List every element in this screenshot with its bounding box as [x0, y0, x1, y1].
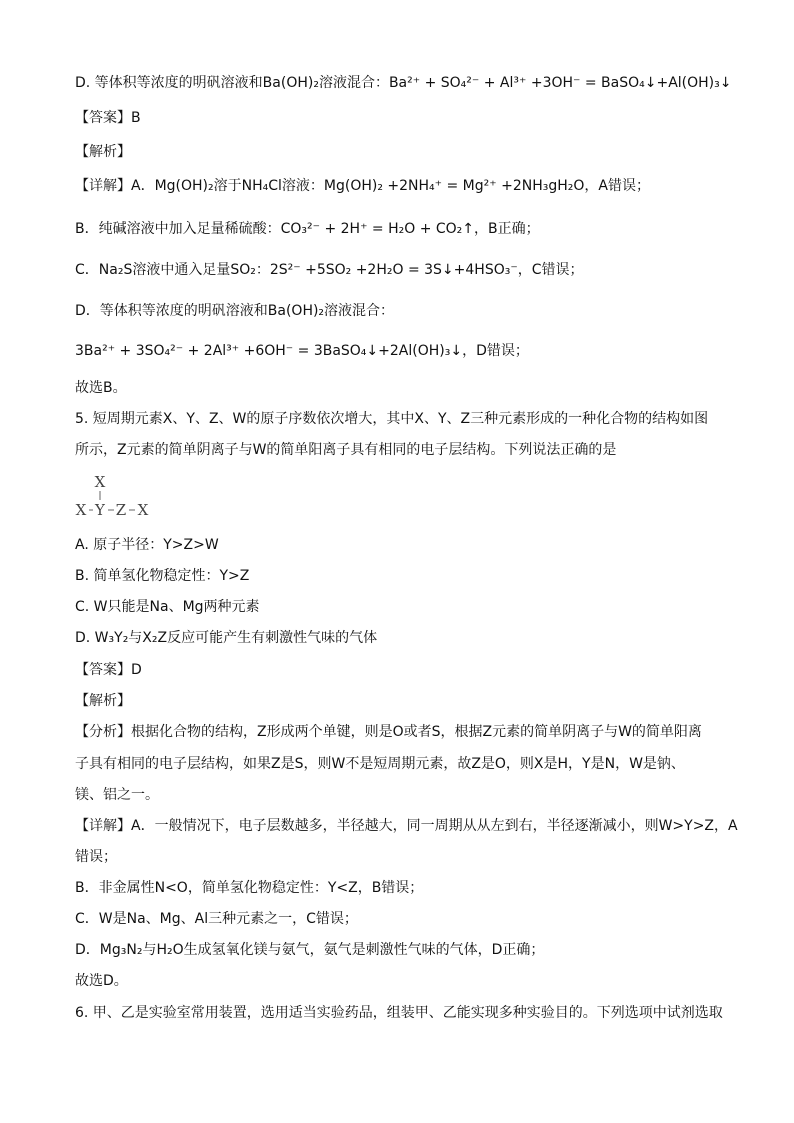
q5-stem-line1: 5. 短周期元素X、Y、Z、W的原子序数依次增大，其中X、Y、Z三种元素形成的一种化合物的结构如图: [75, 411, 709, 427]
q4-option-d: D. 等体积等浓度的明矾溶液和Ba(OH)₂溶液混合：Ba²⁺ + SO₄²⁻ + Al³⁺ +3OH⁻ = BaSO₄↓+Al(OH)₃↓: [75, 75, 732, 91]
q5-detail-d: D．Mg₃N₂与H₂O生成氢氧化镁与氨气，氨气是刺激性气味的气体，D正确；: [75, 942, 545, 958]
structure-atom-top: X: [94, 473, 106, 491]
q5-fenxi-line2: 子具有相同的电子层结构，如果Z是S，则W不是短周期元素，故Z是O，则X是H，Y是N，W是钠、: [75, 756, 685, 772]
q5-analysis-heading: 【解析】: [75, 693, 131, 709]
q4-detail-c: C．Na₂S溶液中通入足量SO₂：2S²⁻ +5SO₂ +2H₂O = 3S↓+4HSO₃⁻，C错误；: [75, 262, 584, 278]
structure-atom-1: X: [75, 501, 87, 519]
q5-detail-a-line2: 错误；: [75, 849, 117, 865]
q5-option-a: A. 原子半径：Y>Z>W: [75, 537, 219, 553]
q5-conclusion: 故选D。: [75, 973, 128, 989]
q5-detail-b: B．非金属性N<O，简单氢化物稳定性：Y<Z，B错误；: [75, 880, 424, 896]
q5-detail-c: C．W是Na、Mg、Al三种元素之一，C错误；: [75, 911, 358, 927]
q5-stem-line2: 所示，Z元素的简单阴离子与W的简单阳离子具有相同的电子层结构。下列说法正确的是: [75, 442, 617, 458]
structure-atom-4: X: [137, 501, 149, 519]
q5-fenxi-line3: 镁、铝之一。: [75, 787, 159, 803]
q4-analysis-heading: 【解析】: [75, 144, 131, 160]
structure-atom-3: Z: [115, 501, 127, 519]
q5-option-c: C. W只能是Na、Mg两种元素: [75, 599, 260, 615]
q5-structure-diagram: [70, 470, 170, 520]
q5-answer: 【答案】D: [75, 662, 142, 678]
structure-atom-2: Y: [95, 501, 105, 519]
q4-detail-d-line1: D．等体积等浓度的明矾溶液和Ba(OH)₂溶液混合：: [75, 303, 395, 319]
q4-detail-d-line2: 3Ba²⁺ + 3SO₄²⁻ + 2Al³⁺ +6OH⁻ = 3BaSO₄↓+2Al(OH)₃↓，D错误；: [75, 343, 529, 359]
q4-conclusion: 故选B。: [75, 380, 127, 396]
q6-stem-line1: 6. 甲、乙是实验室常用装置，选用适当实验药品，组装甲、乙能实现多种实验目的。下列选项中试剂选取: [75, 1005, 723, 1021]
q4-detail-a: 【详解】A．Mg(OH)₂溶于NH₄Cl溶液：Mg(OH)₂ +2NH₄⁺ = Mg²⁺ +2NH₃gH₂O，A错误；: [75, 178, 650, 194]
q5-detail-a-line1: 【详解】A．一般情况下，电子层数越多，半径越大，同一周期从从左到右，半径逐渐减小，则W>Y>Z，A: [75, 818, 738, 834]
q4-answer: 【答案】B: [75, 110, 141, 126]
q4-detail-b: B．纯碱溶液中加入足量稀硫酸：CO₃²⁻ + 2H⁺ = H₂O + CO₂↑，B正确；: [75, 221, 540, 237]
q5-fenxi-line1: 【分析】根据化合物的结构，Z形成两个单键，则是O或者S，根据Z元素的简单阴离子与W的简单阳离: [75, 724, 702, 740]
q5-option-b: B. 简单氢化物稳定性：Y>Z: [75, 568, 250, 584]
q5-option-d: D. W₃Y₂与X₂Z反应可能产生有刺激性气味的气体: [75, 630, 378, 646]
